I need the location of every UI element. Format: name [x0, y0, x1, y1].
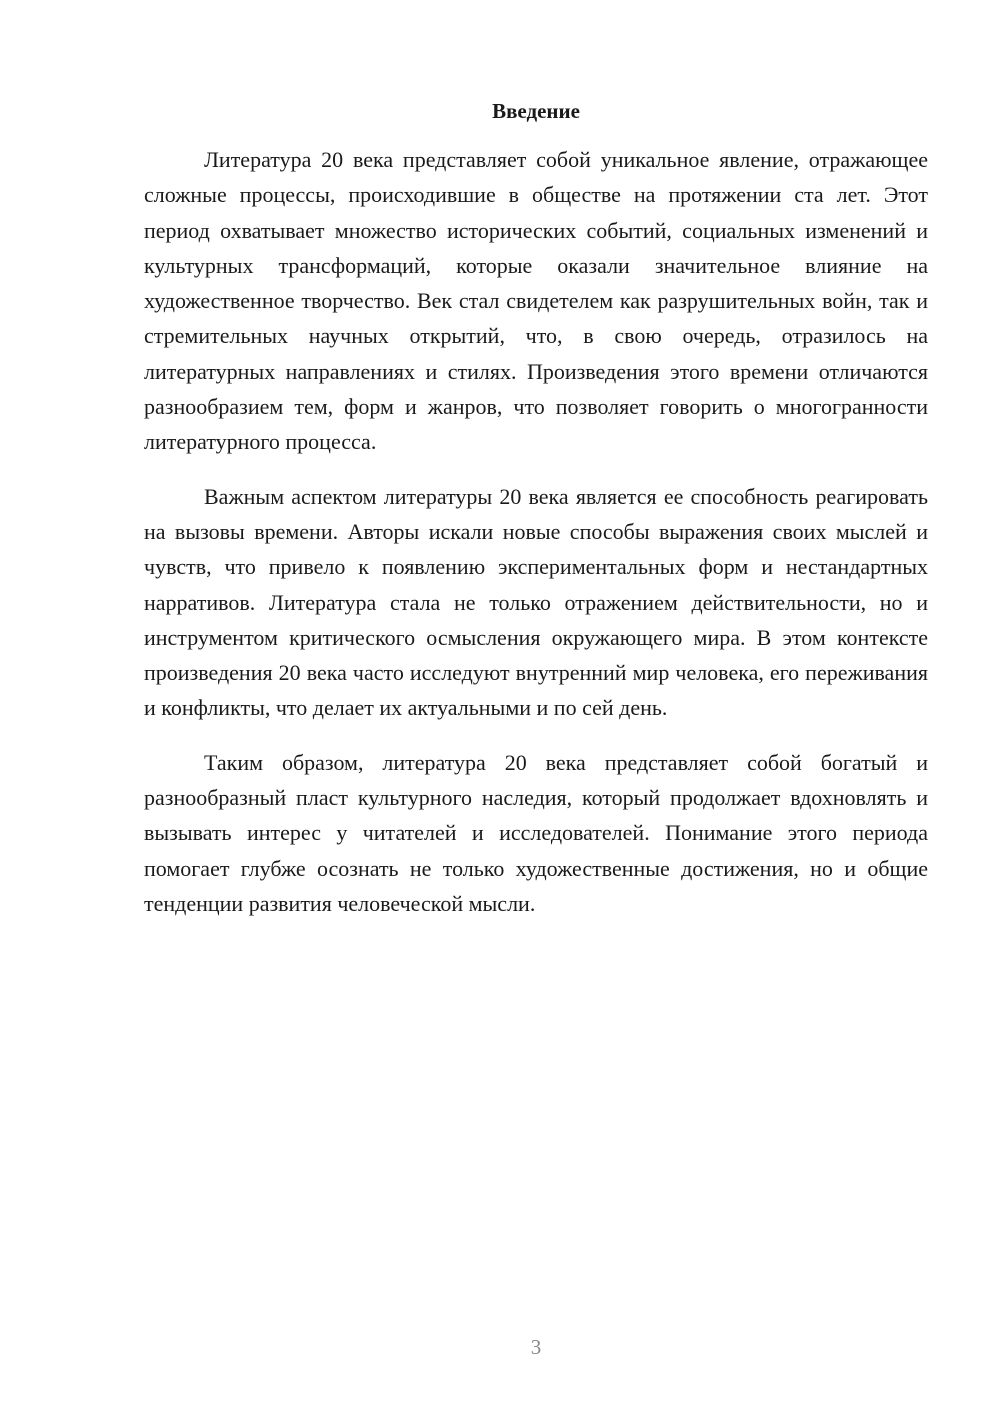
page-body [144, 96, 928, 921]
section-title: Введение [492, 99, 580, 123]
page-number: 3 [530, 1335, 542, 1359]
paragraph-2: Важным аспектом литературы 20 века является ее способность реагировать на вызовы времени. Авторы искали новые способы выражения своих мыслей и чувств, что привело к появлению экспериментальных форм и нестандартных нарративов. Литература стала не только отражением действительности, но и инструментом критического осмысления окружающего мира. В этом контексте произведения 20 века часто исследуют внутренний мир человека, его переживания и конфликты, что делает их актуальными и по сей день. [144, 483, 928, 721]
paragraph-3: Таким образом, литература 20 века представляет собой богатый и разнообразный пласт культурного наследия, который продолжает вдохновлять и вызывать интерес у читателей и исследователей. Понимание этого периода помогает глубже осознать не только художественные достижения, но и общие тенденции развития человеческой мысли. [144, 749, 928, 916]
paragraph-1: Литература 20 века представляет собой уникальное явление, отражающее сложные процессы, происходившие в обществе на протяжении ста лет. Этот период охватывает множество исторических событий, социальных изменений и культурных трансформаций, которые оказали значительное влияние на художественное творчество. Век стал свидетелем как разрушительных войн, так и стремительных научных открытий, что, в свою очередь, отразилось на литературных направлениях и стилях. Произведения этого времени отличаются разнообразием тем, форм и жанров, что позволяет говорить о многогранности литературного процесса. [144, 147, 928, 455]
